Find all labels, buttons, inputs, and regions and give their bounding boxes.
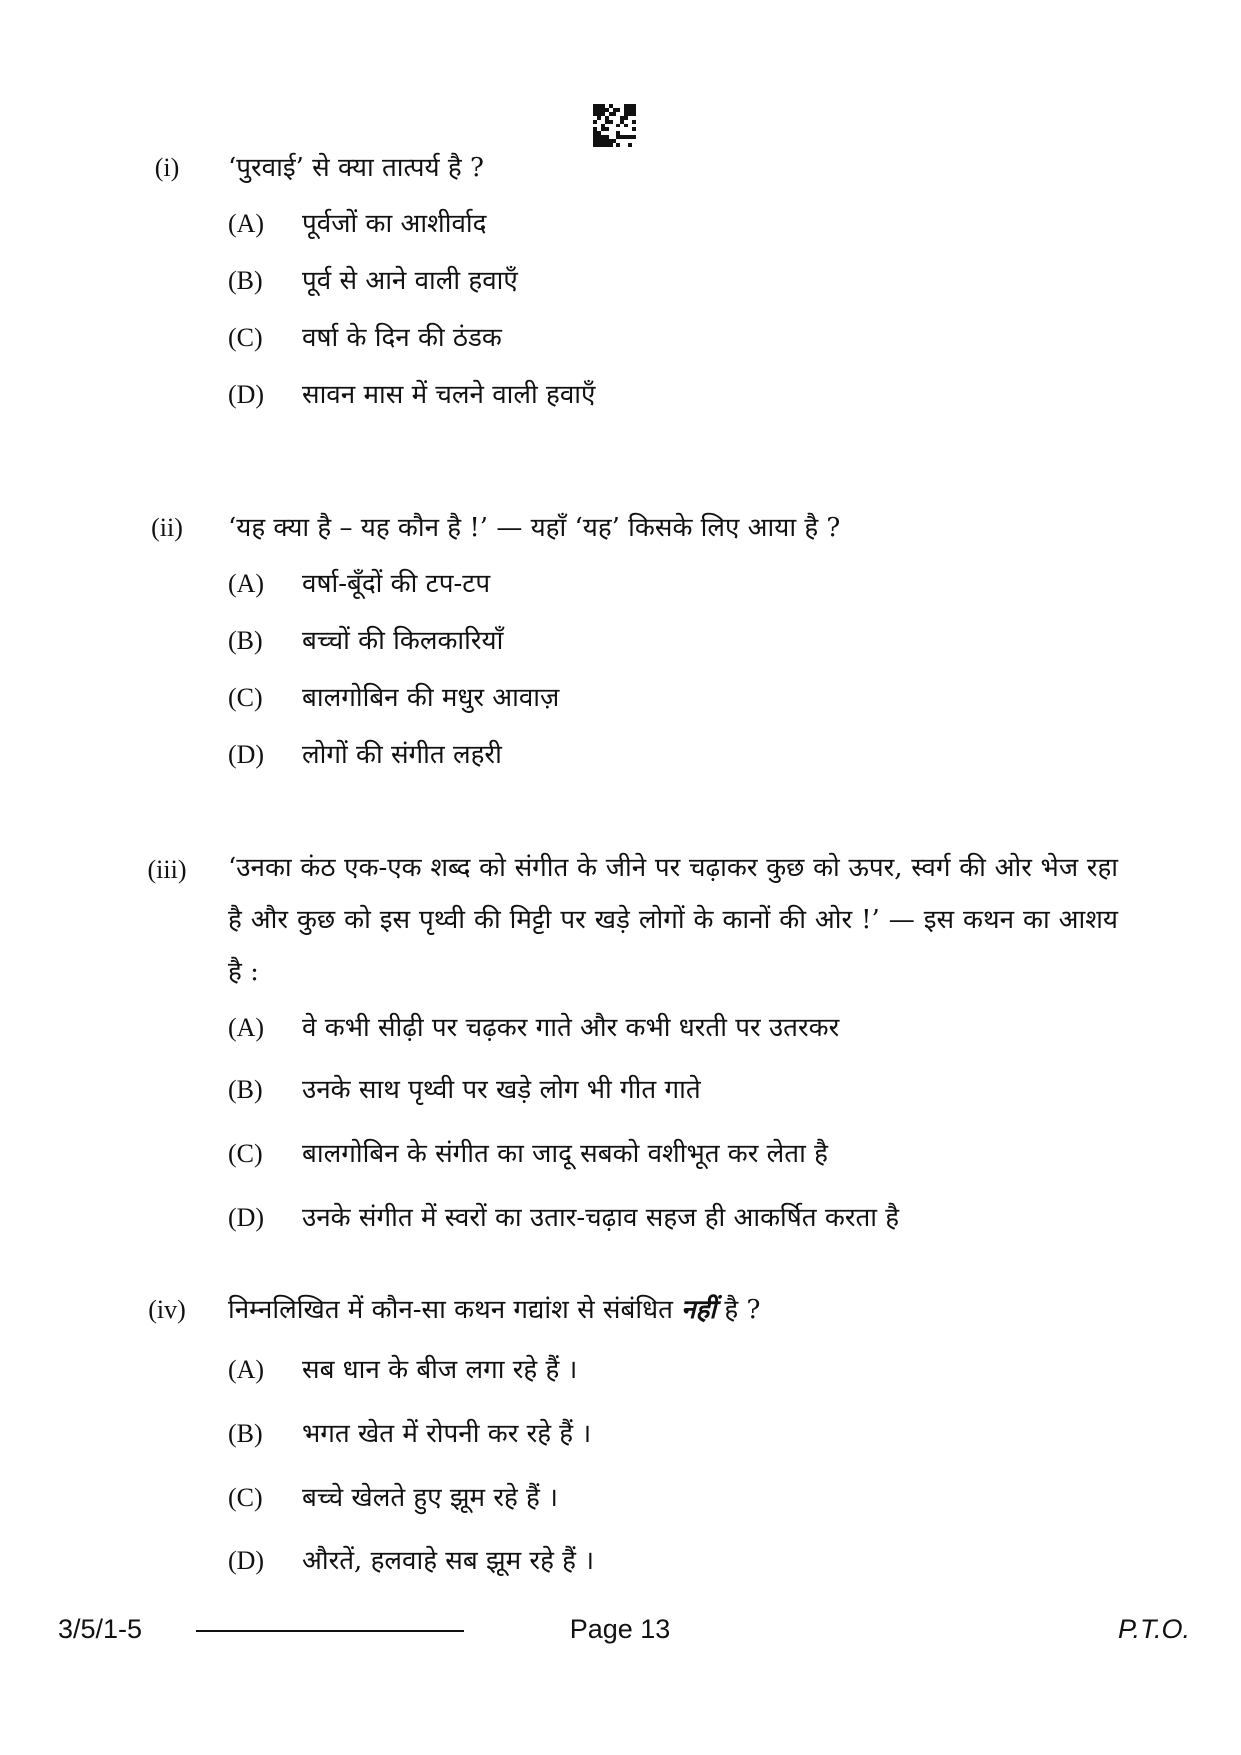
option-a	[0, 1010, 1241, 1050]
option-label: (C)	[228, 1483, 263, 1512]
option-label: (D)	[228, 380, 265, 409]
option-c	[0, 320, 1241, 360]
option-label: (C)	[228, 683, 263, 712]
pto-label: P.T.O.	[1117, 1614, 1190, 1644]
option-d	[0, 737, 1241, 777]
question-text: ‘यह क्या है – यह कौन है !’ — यहाँ ‘यह’ किसके लिए आया है ?	[228, 513, 841, 543]
option-a	[0, 206, 1241, 246]
option-a	[0, 566, 1241, 606]
option-b	[0, 1072, 1241, 1112]
option-label: (A)	[228, 1013, 265, 1042]
option-b	[0, 263, 1241, 303]
question-text	[228, 1284, 1118, 1336]
option-label: (A)	[228, 209, 265, 238]
option-text: सावन मास में चलने वाली हवाएँ	[302, 380, 596, 410]
option-label: (D)	[228, 1203, 265, 1232]
footer-divider	[196, 1630, 464, 1632]
option-b	[0, 1416, 1241, 1456]
option-text: वर्षा के दिन की ठंडक	[302, 323, 502, 353]
option-label: (D)	[228, 740, 265, 769]
option-label: (D)	[228, 1546, 265, 1575]
option-text: औरतें, हलवाहे सब झूम रहे हैं ।	[302, 1546, 595, 1576]
option-d	[0, 1200, 1241, 1240]
option-label: (B)	[228, 1075, 263, 1104]
option-label: (B)	[228, 266, 263, 295]
option-d	[0, 1543, 1241, 1583]
option-label: (A)	[228, 1355, 265, 1384]
option-text: भगत खेत में रोपनी कर रहे हैं ।	[302, 1419, 592, 1449]
question-number: (ii)	[151, 513, 183, 542]
option-c	[0, 1136, 1241, 1176]
option-text: लोगों की संगीत लहरी	[302, 740, 502, 770]
question-number: (iv)	[148, 1295, 186, 1324]
option-text: पूर्व से आने वाली हवाएँ	[302, 266, 518, 296]
option-text: बालगोबिन की मधुर आवाज़	[302, 683, 560, 713]
option-text: बच्चों की किलकारियाँ	[302, 626, 504, 656]
option-label: (C)	[228, 323, 263, 352]
question-number: (iii)	[147, 855, 187, 884]
option-c	[0, 1480, 1241, 1520]
option-text: उनके साथ पृथ्वी पर खड़े लोग भी गीत गाते	[302, 1075, 701, 1105]
option-label: (A)	[228, 569, 265, 598]
question-text: ‘उनका कंठ एक-एक शब्द को संगीत के जीने पर चढ़ाकर कुछ को ऊपर, स्वर्ग की ओर भेज रहा है और कुछ को इस पृथ्वी की मिट्टी पर खड़े लोगों के कानों की ओर !’ — इस कथन का आशय है :	[228, 853, 1118, 987]
option-d	[0, 377, 1241, 417]
option-b	[0, 623, 1241, 663]
option-label: (B)	[228, 1419, 263, 1448]
emphasis-word: नहीं	[681, 1295, 717, 1325]
option-text: पूर्वजों का आशीर्वाद	[302, 209, 487, 239]
option-label: (C)	[228, 1139, 263, 1168]
option-text: बच्चे खेलते हुए झूम रहे हैं ।	[302, 1483, 558, 1513]
option-text: वे कभी सीढ़ी पर चढ़कर गाते और कभी धरती पर उतरकर	[302, 1013, 840, 1043]
question-text-before: निम्नलिखित में कौन-सा कथन गद्यांश से संबंधित	[228, 1295, 682, 1325]
option-text: वर्षा-बूँदों की टप-टप	[302, 569, 491, 599]
question-text: ‘पुरवाई’ से क्या तात्पर्य है ?	[228, 153, 484, 183]
option-text: उनके संगीत में स्वरों का उतार-चढ़ाव सहज ही आकर्षित करता है	[302, 1203, 900, 1233]
option-a	[0, 1352, 1241, 1392]
question-number: (i)	[154, 153, 180, 182]
paper-code: 3/5/1-5	[58, 1614, 143, 1644]
qr-code-icon	[593, 104, 636, 147]
option-c	[0, 680, 1241, 720]
option-label: (B)	[228, 626, 263, 655]
option-text: बालगोबिन के संगीत का जादू सबको वशीभूत कर लेता है	[302, 1139, 828, 1169]
option-text: सब धान के बीज लगा रहे हैं ।	[302, 1355, 578, 1385]
page-number: Page 13	[569, 1614, 671, 1644]
question-text-after: है ?	[716, 1295, 761, 1325]
